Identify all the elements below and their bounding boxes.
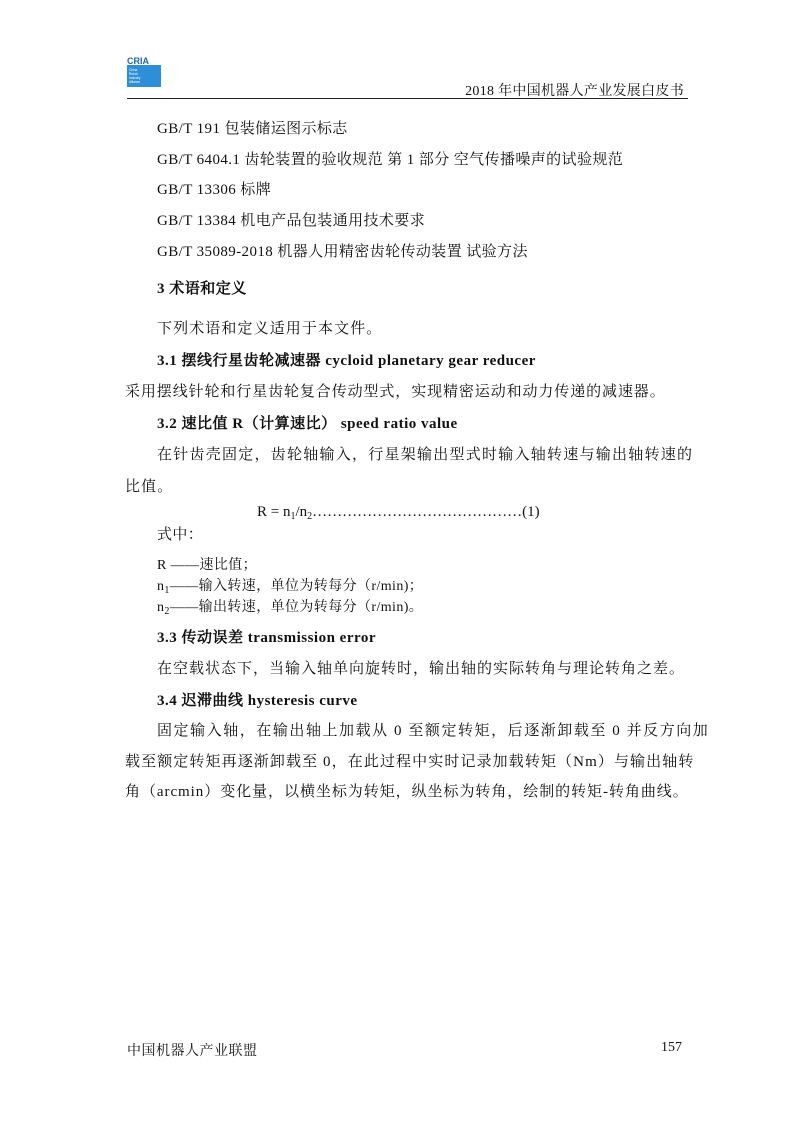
formula-divisor: /n	[295, 504, 308, 520]
header-divider	[127, 98, 688, 99]
symbol-definition: R ——速比值；	[157, 558, 258, 573]
header-title: 2018 年中国机器人产业发展白皮书	[465, 84, 684, 99]
formula-leader-dots: ……………………………………	[312, 504, 523, 520]
formula-subscript: 1	[290, 511, 296, 522]
cria-logo	[127, 56, 163, 88]
page-number: 157	[661, 1040, 682, 1055]
svg-text:Alliance: Alliance	[129, 80, 141, 84]
formula-1	[257, 504, 540, 522]
term-definition-3-4-line1: 固定输入轴，在输出轴上加载从 0 至额定转矩，后逐渐卸载至 0 并反方向加	[157, 723, 710, 739]
term-heading-3-1: 3.1 摆线行星齿轮减速器 cycloid planetary gear reducer	[157, 353, 536, 369]
symbol-meaning: ——输入转速，单位为转每分（r/min)；	[169, 579, 424, 594]
term-definition-3-3: 在空载状态下，当输入轴单向旋转时，输出轴的实际转角与理论转角之差。	[157, 661, 686, 677]
symbol-name: n	[157, 579, 165, 594]
formula-number: (1)	[522, 504, 540, 520]
term-definition-3-1: 采用摆线针轮和行星齿轮复合传动型式，实现精密运动和动力传递的减速器。	[125, 384, 666, 400]
formula-lhs: R = n	[257, 504, 291, 520]
where-label: 式中：	[157, 527, 204, 543]
reference-item: GB/T 191 包装储运图示标志	[157, 121, 348, 137]
footer-organization: 中国机器人产业联盟	[127, 1044, 258, 1059]
term-heading-3-4: 3.4 迟滞曲线 hysteresis curve	[157, 693, 358, 709]
svg-text:Industry: Industry	[129, 76, 141, 80]
reference-item: GB/T 6404.1 齿轮装置的验收规范 第 1 部分 空气传播噪声的试验规范	[157, 152, 624, 168]
svg-text:China: China	[129, 68, 138, 72]
reference-item: GB/T 13384 机电产品包装通用技术要求	[157, 213, 426, 229]
symbol-subscript: 2	[164, 606, 170, 617]
symbol-name: n	[157, 600, 165, 615]
svg-text:Robot: Robot	[129, 72, 138, 76]
term-definition-3-4-line3: 角（arcmin）变化量，以横坐标为转矩，纵坐标为转角，绘制的转矩-转角曲线。	[125, 784, 689, 800]
term-heading-3-2: 3.2 速比值 R（计算速比） speed ratio value	[157, 416, 458, 432]
cria-logo-graphic	[127, 56, 163, 88]
term-definition-3-4-line2: 载至额定转矩再逐渐卸载至 0，在此过程中实时记录加载转矩（Nm）与输出轴转	[125, 754, 695, 770]
symbol-definition	[157, 596, 423, 617]
term-heading-3-3: 3.3 传动误差 transmission error	[157, 630, 377, 646]
section-intro: 下列术语和定义适用于本文件。	[157, 321, 383, 337]
formula-subscript: 2	[307, 511, 313, 522]
symbol-subscript: 1	[164, 585, 170, 596]
term-definition-3-2-line1: 在针齿壳固定，齿轮轴输入，行星架输出型式时输入轴转速与输出轴转速的	[157, 447, 694, 463]
reference-item: GB/T 35089-2018 机器人用精密齿轮传动装置 试验方法	[157, 244, 528, 260]
section-heading: 3 术语和定义	[157, 281, 247, 297]
symbol-definition	[157, 575, 423, 596]
symbol-meaning: ——输出转速，单位为转每分（r/min)。	[169, 600, 424, 615]
reference-item: GB/T 13306 标牌	[157, 182, 272, 198]
svg-text:CRIA: CRIA	[127, 56, 149, 66]
term-definition-3-2-line2: 比值。	[125, 479, 174, 495]
